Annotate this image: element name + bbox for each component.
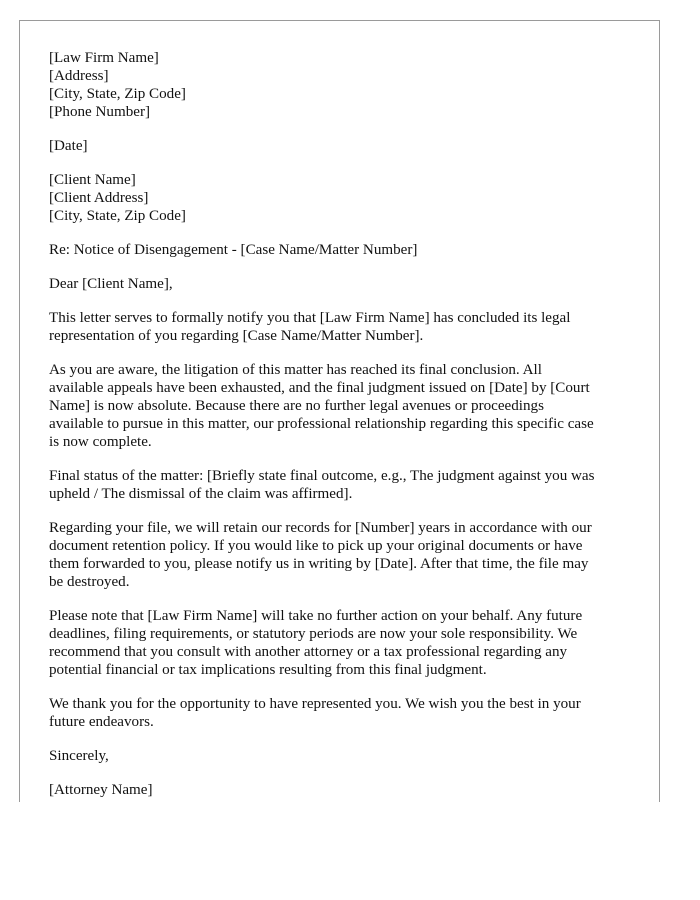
paragraph-line: Regarding your file, we will retain our records for [Number] years in accordance with our bbox=[49, 520, 592, 536]
paragraph-line: future endeavors. bbox=[49, 714, 154, 730]
paragraph-line: recommend that you consult with another attorney or a tax professional regarding any bbox=[49, 644, 568, 660]
paragraph-line: is now complete. bbox=[49, 434, 152, 450]
sender-city-state-zip: [City, State, Zip Code] bbox=[49, 86, 186, 102]
paragraph-line: We thank you for the opportunity to have represented you. We wish you the best in your bbox=[49, 696, 581, 712]
paragraph-line: This letter serves to formally notify you that [Law Firm Name] has concluded its legal bbox=[49, 310, 571, 326]
paragraph-line: be destroyed. bbox=[49, 574, 130, 590]
paragraph-line: available to pursue in this matter, our professional relationship regarding this specific case bbox=[49, 416, 594, 432]
recipient-city-state-zip: [City, State, Zip Code] bbox=[49, 208, 186, 224]
letter-page bbox=[19, 20, 660, 802]
letter-content bbox=[49, 49, 639, 802]
salutation-block bbox=[49, 275, 639, 293]
subject-line: Re: Notice of Disengagement - [Case Name/Matter Number] bbox=[49, 242, 418, 258]
signature-name: [Attorney Name] bbox=[49, 782, 153, 798]
sender-block bbox=[49, 49, 639, 121]
subject-block bbox=[49, 241, 639, 259]
paragraph-line: deadlines, filing requirements, or statutory periods are now your sole responsibility. We bbox=[49, 626, 578, 642]
sender-firm-name: [Law Firm Name] bbox=[49, 50, 159, 66]
paragraph-line: representation of you regarding [Case Name/Matter Number]. bbox=[49, 328, 424, 344]
paragraph-line: document retention policy. If you would like to pick up your original documents or have bbox=[49, 538, 583, 554]
body-paragraph bbox=[49, 607, 639, 679]
body-paragraph bbox=[49, 309, 639, 345]
paragraph-line: potential financial or tax implications resulting from this final judgment. bbox=[49, 662, 487, 678]
closing: Sincerely, bbox=[49, 748, 109, 764]
paragraph-line: Name] is now absolute. Because there are no further legal avenues or proceedings bbox=[49, 398, 544, 414]
salutation: Dear [Client Name], bbox=[49, 276, 173, 292]
paragraph-line: them forwarded to you, please notify us in writing by [Date]. After that time, the file may bbox=[49, 556, 589, 572]
sender-phone: [Phone Number] bbox=[49, 104, 151, 120]
body-paragraph bbox=[49, 361, 639, 451]
date-block bbox=[49, 137, 639, 155]
closing-block bbox=[49, 747, 639, 765]
paragraph-line: Please note that [Law Firm Name] will take no further action on your behalf. Any future bbox=[49, 608, 583, 624]
body-paragraph bbox=[49, 695, 639, 731]
paragraph-line: upheld / The dismissal of the claim was affirmed]. bbox=[49, 486, 353, 502]
paragraph-line: Final status of the matter: [Briefly state final outcome, e.g., The judgment against you was bbox=[49, 468, 595, 484]
sender-address: [Address] bbox=[49, 68, 109, 84]
signature-block bbox=[49, 781, 639, 799]
paragraph-line: available appeals have been exhausted, and the final judgment issued on [Date] by [Court bbox=[49, 380, 590, 396]
letter-date: [Date] bbox=[49, 138, 88, 154]
letter-body bbox=[49, 309, 639, 731]
recipient-name: [Client Name] bbox=[49, 172, 136, 188]
recipient-block bbox=[49, 171, 639, 225]
body-paragraph bbox=[49, 467, 639, 503]
body-paragraph bbox=[49, 519, 639, 591]
paragraph-line: As you are aware, the litigation of this matter has reached its final conclusion. All bbox=[49, 362, 542, 378]
recipient-address: [Client Address] bbox=[49, 190, 149, 206]
